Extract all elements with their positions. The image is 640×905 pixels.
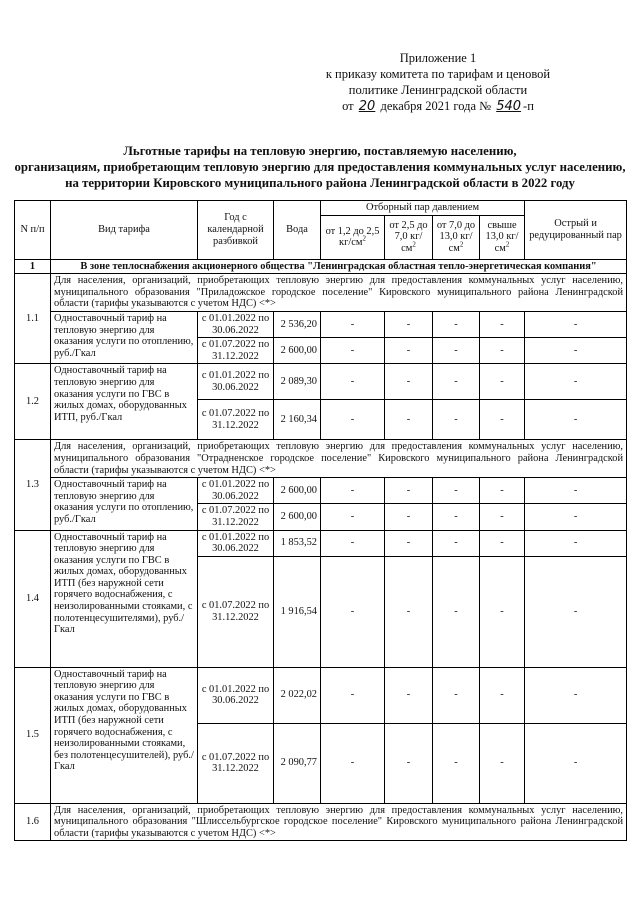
- dash-cell: -: [385, 556, 433, 667]
- date-month-year: декабря 2021 года №: [380, 99, 492, 113]
- header-pressure-4: [480, 215, 525, 259]
- annex-line-order: к приказу комитета по тарифам и ценовой: [325, 67, 551, 81]
- pressure-4-sup: 2: [505, 240, 510, 249]
- row-num: 1.6: [15, 803, 51, 841]
- dash-cell: -: [525, 504, 627, 530]
- period-cell: с 01.01.2022 по 30.06.2022: [198, 667, 274, 723]
- dash-cell: -: [525, 400, 627, 440]
- tariff-label: Одноставочный тариф на тепловую энергию для оказания услуги по отоплению, руб./Гкал: [51, 311, 198, 363]
- dash-cell: -: [480, 667, 525, 723]
- annex-block: [298, 50, 578, 115]
- dash-cell: -: [525, 667, 627, 723]
- table-row: [15, 274, 627, 312]
- tariff-table: [14, 200, 627, 841]
- table-row: [15, 440, 627, 478]
- dash-cell: -: [321, 364, 385, 400]
- water-value: 1 916,54: [274, 556, 321, 667]
- dash-cell: -: [321, 338, 385, 364]
- pressure-3-text: от 7,0 до 13,0 кг/см: [436, 219, 476, 254]
- dash-cell: -: [433, 478, 480, 504]
- row-num: 1.5: [15, 667, 51, 803]
- annex-line-committee: политике Ленинградской области: [348, 83, 528, 97]
- row-num: 1: [15, 259, 51, 274]
- water-value: 1 853,52: [274, 530, 321, 556]
- header-sharp-steam: Острый и редуцированный пар: [525, 201, 627, 260]
- header-pressure-2: [385, 215, 433, 259]
- handwritten-order-number: 540: [496, 99, 522, 114]
- document-title: [0, 143, 640, 191]
- order-suffix: -п: [523, 99, 534, 113]
- dash-cell: -: [525, 556, 627, 667]
- title-line-3: на территории Кировского муниципального района Ленинградской области в 2022 году: [65, 176, 575, 190]
- water-value: 2 600,00: [274, 504, 321, 530]
- dash-cell: -: [433, 400, 480, 440]
- row-num: 1.4: [15, 530, 51, 667]
- period-cell: с 01.07.2022 по 31.12.2022: [198, 400, 274, 440]
- pressure-1-text: от 1,2 до 2,5 кг/см: [325, 225, 380, 249]
- tariff-label: Одноставочный тариф на тепловую энергию для оказания услуги по отоплению, руб./Гкал: [51, 478, 198, 530]
- water-value: 2 536,20: [274, 311, 321, 337]
- dash-cell: -: [433, 504, 480, 530]
- table-row: [15, 259, 627, 274]
- tariff-label: Одноставочный тариф на тепловую энергию для оказания услуги по ГВС в жилых домах, оборудованных ИТП (без наружной сети горячего водоснабжения, с неизолированными стояками, с полотенцесушителями), руб./Гкал: [51, 530, 198, 667]
- period-cell: с 01.01.2022 по 30.06.2022: [198, 364, 274, 400]
- water-value: 2 600,00: [274, 338, 321, 364]
- pressure-2-text: от 2,5 до 7,0 кг/см: [389, 219, 428, 254]
- group-heading: Для населения, организаций, приобретающих тепловую энергию для предоставления коммунальных услуг населению, муниципального образования "Отрадненское городское поселение" Кировского муниципального района Ленинградской области (тарифы указываются с учетом НДС) <*>: [51, 440, 627, 478]
- dash-cell: -: [433, 311, 480, 337]
- row-num: 1.3: [15, 440, 51, 530]
- table-row: [15, 530, 627, 556]
- dash-cell: -: [321, 530, 385, 556]
- period-cell: с 01.01.2022 по 30.06.2022: [198, 478, 274, 504]
- dash-cell: -: [525, 311, 627, 337]
- header-period: Год с календарной разбивкой: [198, 201, 274, 260]
- dash-cell: -: [525, 338, 627, 364]
- dash-cell: -: [385, 667, 433, 723]
- period-cell: с 01.07.2022 по 31.12.2022: [198, 504, 274, 530]
- period-cell: с 01.01.2022 по 30.06.2022: [198, 311, 274, 337]
- dash-cell: -: [385, 478, 433, 504]
- water-value: 2 090,77: [274, 723, 321, 803]
- dash-cell: -: [385, 338, 433, 364]
- water-value: 2 600,00: [274, 478, 321, 504]
- dash-cell: -: [385, 530, 433, 556]
- dash-cell: -: [480, 556, 525, 667]
- annex-title: Приложение 1: [399, 51, 477, 65]
- group-heading: Для населения, организаций, приобретающих тепловую энергию для предоставления коммунальных услуг населению, муниципального образования "Приладожское городское поселение" Кировского муниципального района Ленинградской области (тарифы указываются с учетом НДС) <*>: [51, 274, 627, 312]
- period-cell: с 01.07.2022 по 31.12.2022: [198, 556, 274, 667]
- table-row: [15, 478, 627, 504]
- dash-cell: -: [480, 478, 525, 504]
- tariff-label: Одноставочный тариф на тепловую энергию для оказания услуги по ГВС в жилых домах, оборудованных ИТП, руб./Гкал: [51, 364, 198, 440]
- title-line-2: организациям, приобретающим тепловую энергию для предоставления коммунальных услуг населению,: [14, 160, 626, 174]
- annex-date-line: [298, 98, 578, 115]
- dash-cell: -: [385, 311, 433, 337]
- table-row: [15, 311, 627, 337]
- dash-cell: -: [525, 364, 627, 400]
- dash-cell: -: [385, 504, 433, 530]
- date-prefix: от: [342, 99, 354, 113]
- dash-cell: -: [385, 364, 433, 400]
- header-tariff-type: Вид тарифа: [51, 201, 198, 260]
- row-num: 1.2: [15, 364, 51, 440]
- header-num: N п/п: [15, 201, 51, 260]
- dash-cell: -: [480, 338, 525, 364]
- dash-cell: -: [321, 556, 385, 667]
- dash-cell: -: [525, 478, 627, 504]
- period-cell: с 01.07.2022 по 31.12.2022: [198, 723, 274, 803]
- tariff-label: Одноставочный тариф на тепловую энергию для оказания услуги по ГВС в жилых домах, оборудованных ИТП (без наружной сети горячего водоснабжения, с неизолированными стояками, без полотенцесушителей), руб./Гкал: [51, 667, 198, 803]
- group-heading: Для населения, организаций, приобретающих тепловую энергию для предоставления коммунальных услуг населению, муниципального образования "Шлиссельбургское городское поселение" Кировского муниципального района Ленинградской области (тарифы указываются с учетом НДС) <*>: [51, 803, 627, 841]
- dash-cell: -: [433, 364, 480, 400]
- header-water: Вода: [274, 201, 321, 260]
- table-row: [15, 667, 627, 723]
- pressure-1-sup: 2: [362, 234, 366, 243]
- zone-heading: В зоне теплоснабжения акционерного общества "Ленинградская областная тепло-энергетическая компания": [51, 259, 627, 274]
- dash-cell: -: [433, 338, 480, 364]
- dash-cell: -: [321, 400, 385, 440]
- header-row: [15, 201, 627, 216]
- dash-cell: -: [321, 504, 385, 530]
- header-steam-group: Отборный пар давлением: [321, 201, 525, 216]
- period-cell: с 01.07.2022 по 31.12.2022: [198, 338, 274, 364]
- water-value: 2 089,30: [274, 364, 321, 400]
- dash-cell: -: [480, 723, 525, 803]
- dash-cell: -: [385, 400, 433, 440]
- dash-cell: -: [480, 364, 525, 400]
- dash-cell: -: [321, 311, 385, 337]
- table-row: [15, 803, 627, 841]
- dash-cell: -: [480, 504, 525, 530]
- dash-cell: -: [480, 400, 525, 440]
- dash-cell: -: [321, 478, 385, 504]
- dash-cell: -: [433, 556, 480, 667]
- dash-cell: -: [321, 667, 385, 723]
- dash-cell: -: [480, 311, 525, 337]
- dash-cell: -: [525, 723, 627, 803]
- title-line-1: Льготные тарифы на тепловую энергию, поставляемую населению,: [123, 144, 517, 158]
- handwritten-day: 20: [358, 99, 376, 114]
- header-pressure-3: [433, 215, 480, 259]
- water-value: 2 160,34: [274, 400, 321, 440]
- dash-cell: -: [433, 530, 480, 556]
- table-row: [15, 364, 627, 400]
- dash-cell: -: [480, 530, 525, 556]
- dash-cell: -: [321, 723, 385, 803]
- water-value: 2 022,02: [274, 667, 321, 723]
- period-cell: с 01.01.2022 по 30.06.2022: [198, 530, 274, 556]
- dash-cell: -: [433, 723, 480, 803]
- row-num: 1.1: [15, 274, 51, 364]
- dash-cell: -: [525, 530, 627, 556]
- header-pressure-1: [321, 215, 385, 259]
- pressure-2-sup: 2: [412, 240, 416, 249]
- pressure-4-text: свыше 13,0 кг/см: [485, 219, 519, 254]
- pressure-3-sup: 2: [459, 240, 464, 249]
- dash-cell: -: [433, 667, 480, 723]
- dash-cell: -: [385, 723, 433, 803]
